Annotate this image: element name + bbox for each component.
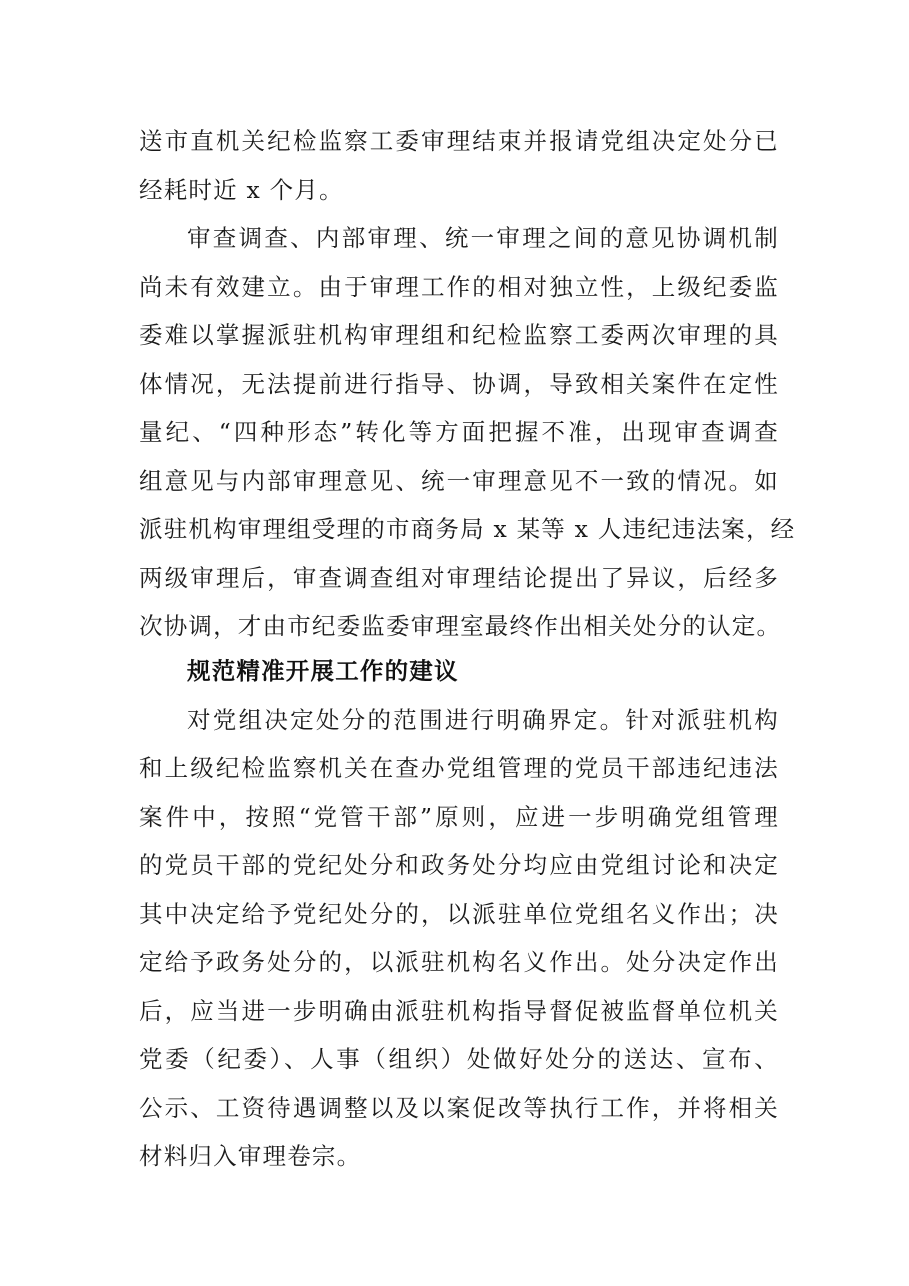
- paragraph-3-line-5: 其中决定给予党纪处分的，以派驻单位党组名义作出；决: [139, 900, 779, 928]
- paragraph-2-line-8: 两级审理后，审查调查组对审理结论提出了异议，后经多: [139, 564, 779, 592]
- paragraph-2-line-7: 派驻机构审理组受理的市商务局 x 某等 x 人违纪违法案，经: [139, 515, 796, 543]
- paragraph-2-line-6: 组意见与内部审理意见、统一审理意见不一致的情况。如: [139, 467, 779, 495]
- paragraph-2-line-1: 审查调查、内部审理、统一审理之间的意见协调机制: [187, 224, 779, 252]
- paragraph-3-line-6: 定给予政务处分的，以派驻机构名义作出。处分决定作出: [139, 948, 779, 976]
- section-heading: 规范精准开展工作的建议: [187, 657, 459, 685]
- paragraph-2-line-5: 量纪、“四种形态”转化等方面把握不准，出现审查调查: [139, 418, 779, 446]
- paragraph-2-line-9: 次协调，才由市纪委监委审理室最终作出相关处分的认定。: [139, 612, 782, 640]
- paragraph-3-line-10: 材料归入审理卷宗。: [139, 1142, 362, 1170]
- paragraph-3-line-7: 后，应当进一步明确由派驻机构指导督促被监督单位机关: [139, 997, 779, 1025]
- paragraph-2-line-3: 委难以掌握派驻机构审理组和纪检监察工委两次审理的具: [139, 321, 779, 349]
- paragraph-3-line-3: 案件中，按照“党管干部”原则，应进一步明确党组管理: [139, 803, 779, 831]
- paragraph-2-line-2: 尚未有效建立。由于审理工作的相对独立性，上级纪委监: [139, 273, 779, 301]
- paragraph-2-line-4: 体情况，无法提前进行指导、协调，导致相关案件在定性: [139, 370, 779, 398]
- paragraph-3-line-9: 公示、工资待遇调整以及以案促改等执行工作，并将相关: [139, 1094, 779, 1122]
- paragraph-3-line-4: 的党员干部的党纪处分和政务处分均应由党组讨论和决定: [139, 851, 779, 879]
- paragraph-1-line-2: 经耗时近 x 个月。: [139, 176, 344, 204]
- paragraph-3-line-2: 和上级纪检监察机关在查办党组管理的党员干部违纪违法: [139, 754, 779, 782]
- paragraph-3-line-1: 对党组决定处分的范围进行明确界定。针对派驻机构: [187, 706, 779, 734]
- paragraph-3-line-8: 党委（纪委）、人事（组织）处做好处分的送达、宣布、: [139, 1045, 779, 1073]
- paragraph-1-line-1: 送市直机关纪检监察工委审理结束并报请党组决定处分已: [139, 127, 779, 155]
